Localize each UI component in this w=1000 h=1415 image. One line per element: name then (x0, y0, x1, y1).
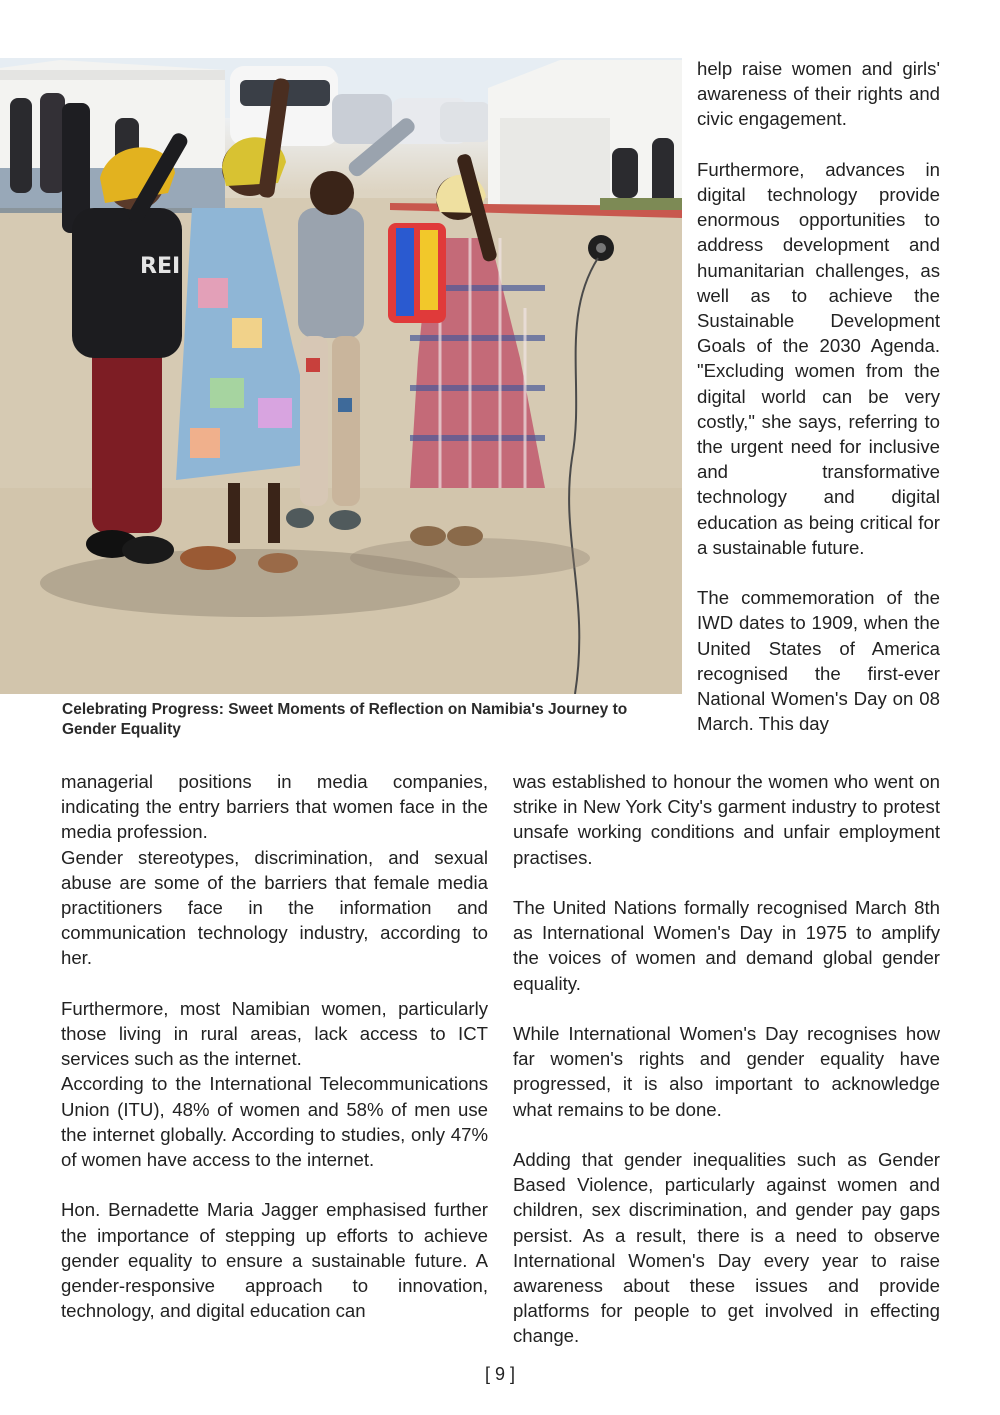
photo-caption: Celebrating Progress: Sweet Moments of Reflection on Namibia's Journey to Gender Equality (62, 701, 628, 738)
paragraph: Hon. Bernadette Maria Jagger emphasised further the importance of stepping up efforts to achieve gender equality to ensure a sustainable future. A gender-responsive approach to innovation, technology, and digital education can (61, 1199, 488, 1322)
paragraph: Furthermore, advances in digital technology provide enormous opportunities to address development and humanitarian challenges, as well as to achieve the Sustainable Development Goals of the 2030 Agenda. "Excluding women from the digital world can be very costly," she says, referring to the urgent need for inclusive and transformative technology and digital education as being critical for a sustainable future. (697, 158, 940, 558)
paragraph: was established to honour the women who went on strike in New York City's garment industry to protest unsafe working conditions and unfair employment practises. (513, 771, 940, 868)
paragraph: help raise women and girls' awareness of their rights and civic engagement. (697, 58, 940, 130)
paragraph: According to the International Telecommunications Union (ITU), 48% of women and 58% of men use the internet globally. According to studies, only 47% of women have access to the internet. (61, 1073, 488, 1171)
shirt-text: REI (140, 254, 181, 279)
article-column-bottom-right (513, 769, 940, 1349)
paragraph: The commemoration of the IWD dates to 1909, when the United States of America recognised the first-ever National Women's Day on 08 March. This day (697, 587, 940, 735)
photo-illustration (0, 58, 682, 694)
paragraph: Furthermore, most Namibian women, particularly those living in rural areas, lack access to ICT services such as the internet. (61, 997, 488, 1070)
paragraph: The United Nations formally recognised March 8th as International Women's Day in 1975 to amplify the voices of women and demand global gender equality. (513, 897, 940, 994)
article-column-top-right (697, 56, 940, 736)
paragraph: Gender stereotypes, discrimination, and sexual abuse are some of the barriers that female media practitioners face in the information and communication technology industry, according to her. (61, 846, 488, 969)
paragraph: managerial positions in media companies, indicating the entry barriers that women face in the media profession. (61, 771, 488, 843)
paragraph: Adding that gender inequalities such as Gender Based Violence, particularly against women and children, sex discrimination, and gender pay gaps persist. As a result, there is a need to observe International Women's Day every year to raise awareness about these issues and provide platforms for people to get involved in effecting change. (513, 1149, 940, 1347)
paragraph: While International Women's Day recognises how far women's rights and gender equality have progressed, it is also important to acknowledge what remains to be done. (513, 1023, 940, 1120)
photo-women-dancing (0, 58, 682, 694)
page-number: [ 9 ] (484, 1364, 515, 1384)
article-column-bottom-left (61, 769, 488, 1323)
